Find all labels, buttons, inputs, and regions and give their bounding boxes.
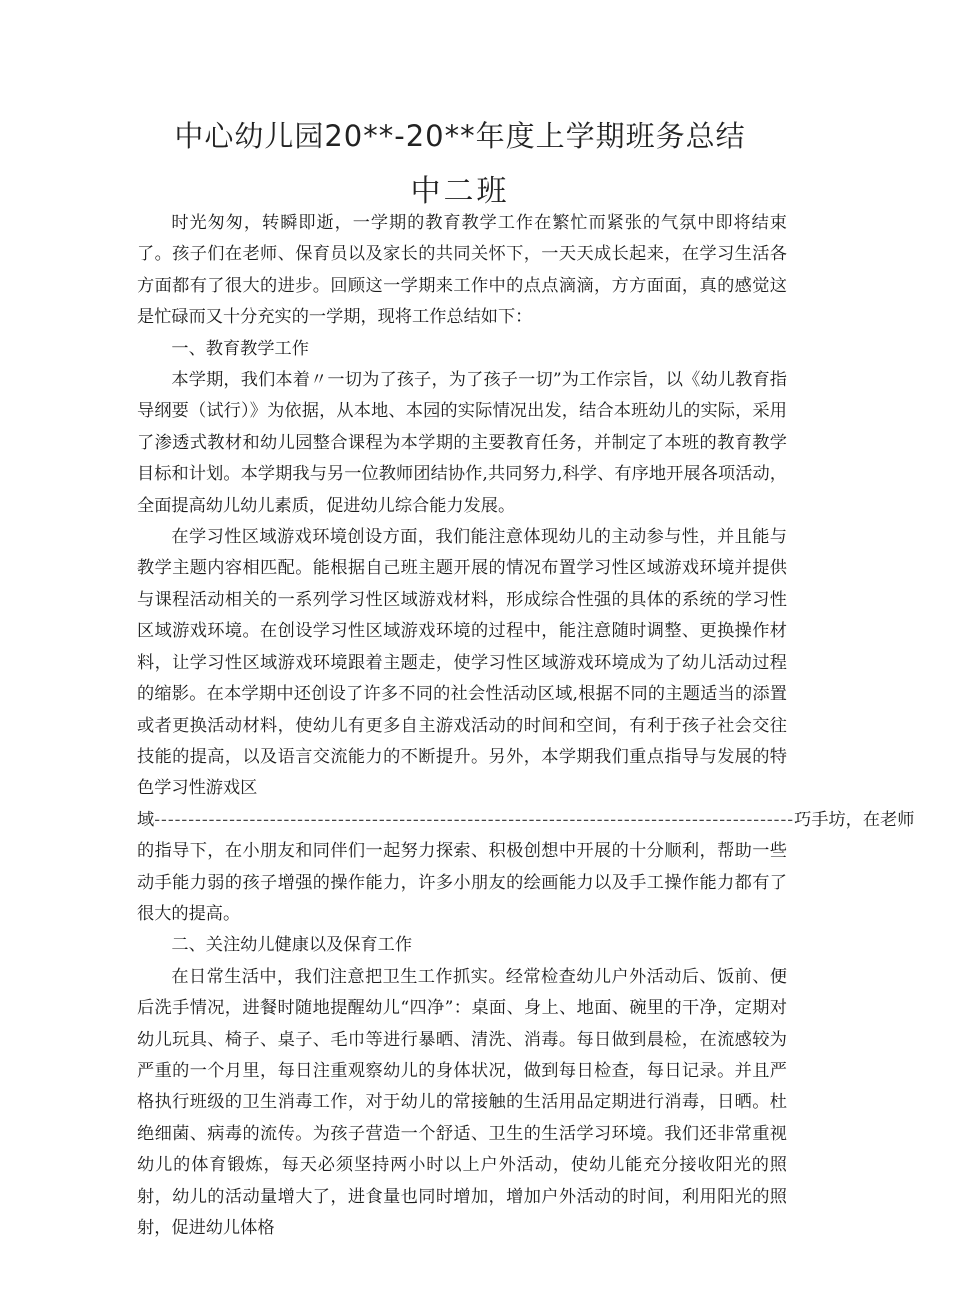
document-title: 中心幼儿园20**-20**年度上学期班务总结 [174, 119, 746, 153]
teaching-paragraph-1: 本学期，我们本着〃一切为了孩子，为了孩子一切”为工作宗旨，以《幼儿教育指导纲要（试行）》为依据，从本地、本园的实际情况出发，结合本班幼儿的实际，采用了渗透式教材和幼儿园整合课程为本学期的主要教育任务，并制定了本班的教育教学目标和计划。本学期我与另一位教师团结协作,共同努力,科学、有序地开展各项活动，全面提高幼儿幼儿素质，促进幼儿综合能力发展。 [137, 370, 787, 516]
health-paragraph-1: 在日常生活中，我们注意把卫生工作抓实。经常检查幼儿户外活动后、饭前、便后洗手情况，进餐时随地提醒幼儿“四净”：桌面、身上、地面、碗里的干净，定期对幼儿玩具、椅子、桌子、毛巾等进行暴晒、清洗、消毒。每日做到晨检，在流感较为严重的一个月里，每日注重观察幼儿的身体状况，做到每日检查，每日记录。并且严格执行班级的卫生消毒工作，对于幼儿的常接触的生活用品定期进行消毒，日晒。杜绝细菌、病毒的流传。为孩子营造一个舒适、卫生的生活学习环境。我们还非常重视幼儿的体育锻炼，每天必须坚持两小时以上户外活动，使幼儿能充分接收阳光的照射，幼儿的活动量增大了，进食量也同时增加，增加户外活动的时间，利用阳光的照射，促进幼儿体格 [137, 966, 787, 1238]
dash-leader: ---------------------------------------------------------------------------------------------- [154, 809, 795, 830]
section-heading-teaching: 一、教育教学工作 [171, 338, 309, 359]
dash-line-end: 巧手坊，在老师 [794, 809, 915, 830]
teaching-paragraph-2: 在学习性区域游戏环境创设方面，我们能注意体现幼儿的主动参与性，并且能与教学主题内容相匹配。能根据自己班主题开展的情况布置学习性区域游戏环境并提供与课程活动相关的一系列学习性区域游戏材料，形成综合性强的具体的系统的学习性区域游戏环境。在创设学习性区域游戏环境的过程中，能注意随时调整、更换操作材料，让学习性区域游戏环境跟着主题走，使学习性区域游戏环境成为了幼儿活动过程的缩影。在本学期中还创设了许多不同的社会性活动区域,根据不同的主题适当的添置或者更换活动材料，使幼儿有更多自主游戏活动的时间和空间，有利于孩子社会交往技能的提高，以及语言交流能力的不断提升。另外，本学期我们重点指导与发展的特色学习性游戏区 [137, 527, 787, 799]
teaching-paragraph-2-continued: 的指导下，在小朋友和同伴们一起努力探索、积极创想中开展的十分顺利，帮助一些动手能力弱的孩子增强的操作能力，许多小朋友的绘画能力以及手工操作能力都有了很大的提高。 [137, 841, 787, 924]
section-heading-health: 二、关注幼儿健康以及保育工作 [171, 935, 413, 956]
intro-paragraph: 时光匆匆，转瞬即逝，一学期的教育教学工作在繁忙而紧张的气氛中即将结束了。孩子们在老师、保育员以及家长的共同关怀下，一天天成长起来，在学习生活各方面都有了很大的进步。回顾这一学期来工作中的点点滴滴，方方面面，真的感觉这是忙碌而又十分充实的一学期，现将工作总结如下： [137, 213, 787, 328]
document-body [137, 208, 915, 1244]
dash-line [137, 805, 915, 836]
document-subtitle: 中二班 [410, 174, 510, 209]
dash-line-start: 域 [137, 809, 155, 830]
